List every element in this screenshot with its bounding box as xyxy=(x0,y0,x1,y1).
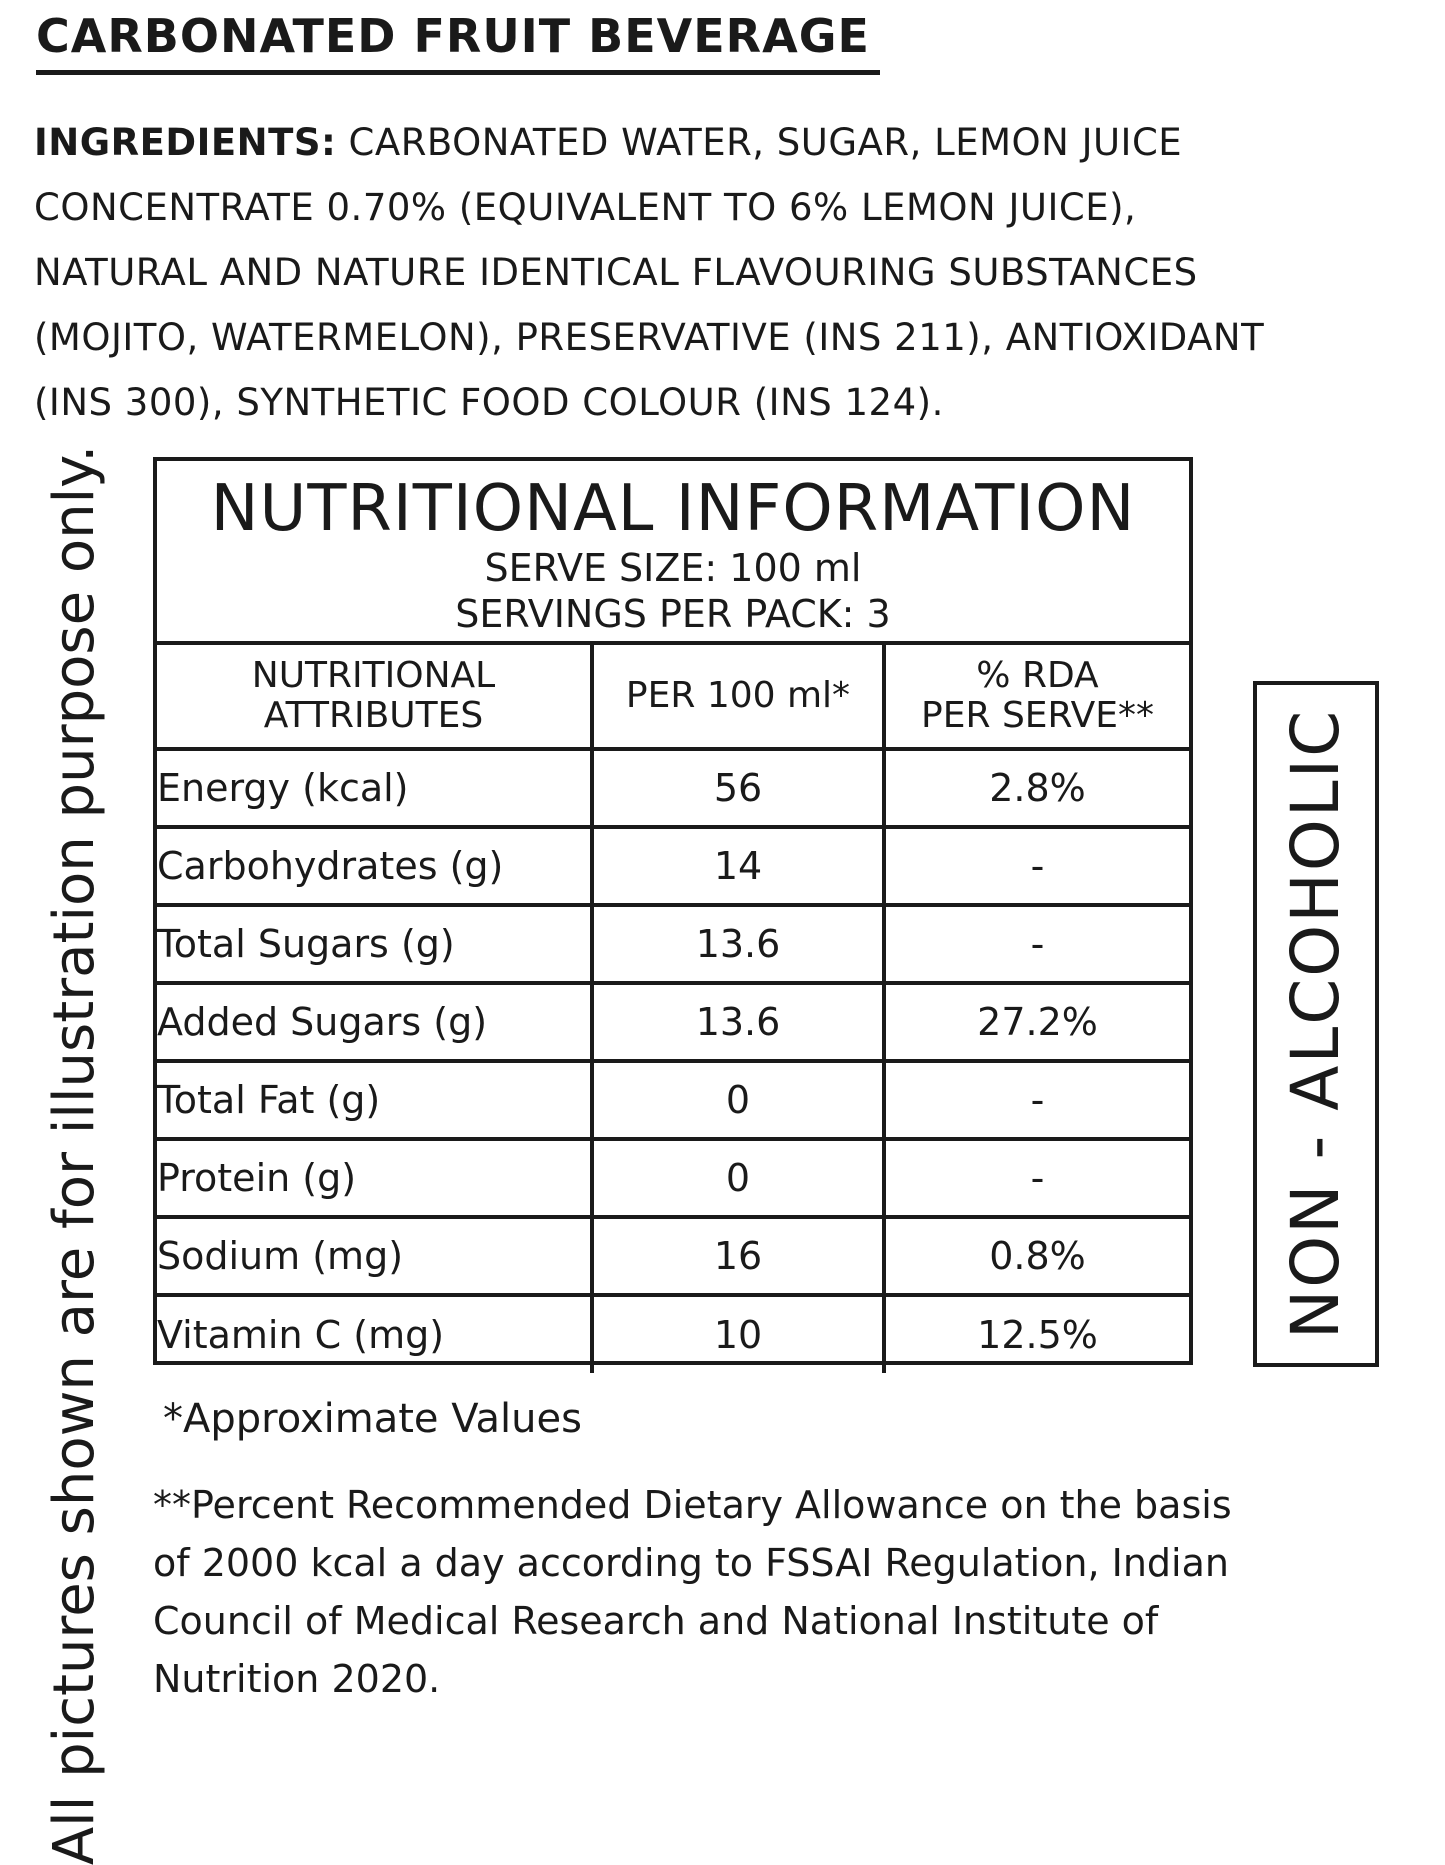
ingredients-line xyxy=(34,110,1434,175)
ingredients-text: CARBONATED WATER, SUGAR, LEMON JUICE xyxy=(336,121,1183,164)
ingredients-line: NATURAL AND NATURE IDENTICAL FLAVOURING SUBSTANCES xyxy=(34,251,1198,294)
table-row xyxy=(157,1217,1189,1295)
nutrient-name: Vitamin C (mg) xyxy=(157,1295,592,1373)
header-attributes-line: ATTRIBUTES xyxy=(263,695,484,736)
nutrient-name: Carbohydrates (g) xyxy=(157,827,592,905)
nutrient-name: Total Sugars (g) xyxy=(157,905,592,983)
header-rda xyxy=(884,645,1189,749)
nutrient-per-100: 0 xyxy=(592,1139,884,1217)
non-alcoholic-badge xyxy=(1253,681,1379,1367)
table-header-row xyxy=(157,645,1189,749)
header-rda-line: % RDA xyxy=(976,655,1099,696)
nutrient-per-100: 13.6 xyxy=(592,905,884,983)
ingredients-block xyxy=(34,110,1434,435)
nutrient-rda: 27.2% xyxy=(884,983,1189,1061)
non-alcoholic-text: NON - ALCOHOLIC xyxy=(1277,708,1354,1340)
rda-footnote xyxy=(153,1476,1433,1708)
header-rda-line: PER SERVE** xyxy=(921,695,1154,736)
nutrient-per-100: 14 xyxy=(592,827,884,905)
rda-footnote-line: Nutrition 2020. xyxy=(153,1657,441,1701)
nutrient-rda: - xyxy=(884,1061,1189,1139)
nutrient-per-100: 0 xyxy=(592,1061,884,1139)
nutrient-rda: 2.8% xyxy=(884,749,1189,827)
nutrition-title: NUTRITIONAL INFORMATION xyxy=(210,472,1136,546)
table-row xyxy=(157,983,1189,1061)
table-row xyxy=(157,1295,1189,1373)
title-underline xyxy=(36,70,880,75)
illustration-disclaimer: All pictures shown are for illustration purpose only. xyxy=(42,444,107,1865)
nutrient-per-100: 10 xyxy=(592,1295,884,1373)
nutrient-name: Sodium (mg) xyxy=(157,1217,592,1295)
rda-footnote-line: Council of Medical Research and National Institute of xyxy=(153,1599,1159,1643)
table-row xyxy=(157,1139,1189,1217)
table-row xyxy=(157,827,1189,905)
serve-size: SERVE SIZE: 100 ml xyxy=(484,546,862,590)
nutrient-rda: - xyxy=(884,1139,1189,1217)
header-attributes-line: NUTRITIONAL xyxy=(251,655,496,696)
table-row xyxy=(157,905,1189,983)
nutrient-per-100: 16 xyxy=(592,1217,884,1295)
nutrient-rda: 12.5% xyxy=(977,1313,1098,1357)
nutrient-rda: 0.8% xyxy=(884,1217,1189,1295)
servings-per-pack: SERVINGS PER PACK: 3 xyxy=(455,592,891,636)
nutrient-rda: - xyxy=(884,905,1189,983)
nutrient-name: Total Fat (g) xyxy=(157,1061,592,1139)
table-row xyxy=(157,1061,1189,1139)
rda-footnote-line: **Percent Recommended Dietary Allowance on the basis xyxy=(153,1483,1232,1527)
table-row xyxy=(157,749,1189,827)
nutrient-per-100: 56 xyxy=(592,749,884,827)
nutrient-per-100: 13.6 xyxy=(592,983,884,1061)
nutrient-rda: - xyxy=(884,827,1189,905)
ingredients-label: INGREDIENTS: xyxy=(34,121,337,164)
ingredients-line: (MOJITO, WATERMELON), PRESERVATIVE (INS 211), ANTIOXIDANT xyxy=(34,316,1265,359)
approximate-values-note: *Approximate Values xyxy=(163,1396,582,1442)
header-per-100: PER 100 ml* xyxy=(592,645,884,749)
ingredients-line: (INS 300), SYNTHETIC FOOD COLOUR (INS 124). xyxy=(34,381,944,424)
ingredients-line: CONCENTRATE 0.70% (EQUIVALENT TO 6% LEMON JUICE), xyxy=(34,186,1137,229)
nutrition-panel xyxy=(153,457,1193,1365)
nutrient-name: Energy (kcal) xyxy=(157,749,592,827)
rda-footnote-line: of 2000 kcal a day according to FSSAI Regulation, Indian xyxy=(153,1541,1229,1585)
header-attributes xyxy=(157,645,592,749)
nutrient-name: Added Sugars (g) xyxy=(157,983,592,1061)
nutrient-name: Protein (g) xyxy=(157,1139,592,1217)
product-title: CARBONATED FRUIT BEVERAGE xyxy=(36,9,870,63)
nutrition-header xyxy=(157,461,1189,645)
nutrition-table xyxy=(157,645,1189,1373)
